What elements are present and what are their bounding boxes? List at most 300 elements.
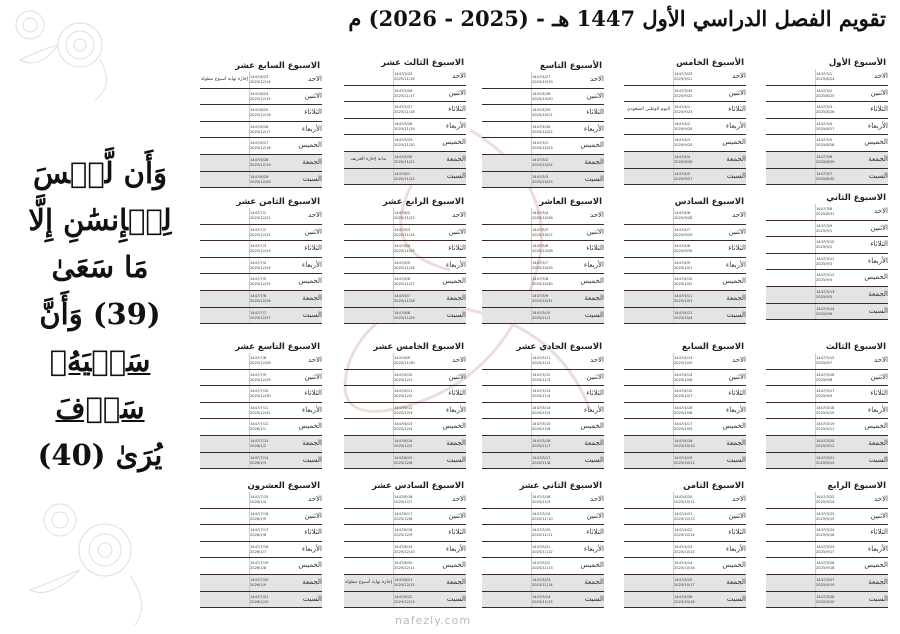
- gregorian-date: 2025/12/17: [250, 129, 271, 134]
- day-row: [766, 419, 888, 436]
- week-table: [624, 341, 746, 469]
- hijri-date: 1447/4/14: [674, 372, 693, 377]
- event-note: بداية إجازة الخريف: [350, 156, 387, 162]
- day-row: [624, 308, 746, 325]
- day-row: [482, 274, 604, 291]
- day-row: [766, 370, 888, 387]
- day-name: الأربعاء: [445, 121, 466, 130]
- week-table: [200, 341, 322, 469]
- date-cell: [673, 558, 712, 574]
- quran-verse: [0, 150, 200, 479]
- event-note: [766, 204, 815, 220]
- gregorian-date: 2025/10/25: [532, 179, 553, 184]
- hijri-date: 1447/4/19: [674, 455, 693, 460]
- gregorian-date: 2025/11/26: [394, 265, 415, 270]
- hijri-date: 1447/3/22: [816, 495, 835, 499]
- day-name: السبت: [446, 171, 466, 180]
- day-row: [624, 258, 746, 275]
- week-title: الاسبوع الثالث: [825, 342, 886, 352]
- day-name: الاحد: [874, 356, 888, 364]
- date-cell: [531, 509, 570, 525]
- event-note: [766, 152, 815, 168]
- event-note: [766, 304, 815, 320]
- day-name: السبت: [726, 455, 746, 464]
- hijri-date: 1447/4/21: [674, 511, 693, 516]
- gregorian-date: 2025/8/27: [816, 126, 835, 131]
- day-name: الأربعاء: [301, 544, 322, 553]
- hijri-date: 1447/6/5: [394, 260, 411, 265]
- hijri-date: 1447/7/6: [250, 293, 267, 298]
- day-row: [344, 241, 466, 258]
- day-name: الجمعة: [302, 577, 322, 586]
- date-cell: [815, 386, 854, 402]
- day-row: [482, 89, 604, 106]
- day-row: [200, 575, 322, 592]
- date-cell: [673, 86, 712, 102]
- day-name: السبت: [584, 455, 604, 464]
- day-name: الثلاثاء: [728, 105, 746, 114]
- day-name: الخميس: [722, 138, 746, 147]
- hijri-date: 1447/3/29: [674, 72, 693, 76]
- event-note: [624, 291, 673, 307]
- event-note: [344, 274, 393, 290]
- day-name: الأربعاء: [725, 121, 746, 130]
- gregorian-date: 2025/12/7: [394, 500, 413, 504]
- event-note: [200, 308, 249, 324]
- hijri-date: 1447/6/13: [394, 422, 413, 427]
- day-row: [482, 155, 604, 172]
- hijri-date: 1447/5/27: [394, 105, 413, 110]
- page-title: تقويم الفصل الدراسي الأول 1447 هـ - (2025 - 2026) م: [348, 6, 886, 31]
- event-note: [344, 258, 393, 274]
- gregorian-date: 2025/9/25: [674, 143, 693, 148]
- gregorian-date: 2025/9/2: [816, 245, 833, 250]
- gregorian-date: 2025/12/24: [250, 265, 271, 270]
- date-cell: [531, 122, 570, 138]
- date-cell: [249, 592, 288, 608]
- day-name: السبت: [726, 310, 746, 319]
- event-note: [482, 308, 531, 324]
- event-note: [344, 241, 393, 257]
- gregorian-date: 2025/10/17: [674, 582, 695, 587]
- week-table: [200, 480, 322, 608]
- event-note: [766, 86, 815, 102]
- hijri-date: 1447/7/2: [250, 227, 267, 232]
- hijri-date: 1447/6/17: [394, 511, 413, 516]
- event-note: [482, 370, 531, 386]
- event-note: [766, 254, 815, 270]
- day-name: الجمعة: [868, 154, 888, 163]
- day-name: الاثنين: [870, 372, 888, 381]
- day-row: [200, 525, 322, 542]
- date-cell: [673, 69, 712, 85]
- day-name: الخميس: [722, 561, 746, 570]
- day-name: الجمعة: [302, 157, 322, 166]
- gregorian-date: 2026/1/1: [250, 427, 267, 432]
- day-name: الخميس: [722, 422, 746, 431]
- event-note: [482, 241, 531, 257]
- hijri-date: 1447/5/28: [394, 121, 413, 126]
- gregorian-date: 2026/1/5: [250, 516, 267, 521]
- gregorian-date: 2025/9/3: [816, 261, 833, 266]
- day-row: [344, 102, 466, 119]
- day-row: [766, 69, 888, 86]
- day-name: الجمعة: [726, 438, 746, 447]
- event-note: [200, 592, 249, 608]
- gregorian-date: 2025/10/1: [674, 265, 693, 270]
- date-cell: [249, 558, 288, 574]
- gregorian-date: 2025/12/18: [250, 146, 271, 151]
- day-name: الخميس: [580, 422, 604, 431]
- event-note: [200, 291, 249, 307]
- hijri-date: 1447/6/26: [250, 124, 269, 129]
- watermark-text: nafezly.com: [395, 614, 472, 627]
- gregorian-date: 2025/9/27: [674, 176, 693, 181]
- hijri-date: 1447/4/15: [674, 389, 693, 394]
- event-note: إجازة نهاية أسبوع مطولة: [344, 579, 392, 585]
- day-name: الاثنين: [586, 91, 604, 100]
- hijri-date: 1447/6/27: [250, 141, 269, 146]
- event-note: [766, 353, 815, 369]
- gregorian-date: 2025/8/26: [816, 110, 835, 115]
- gregorian-date: 2025/8/29: [816, 159, 835, 164]
- date-cell: [673, 291, 712, 307]
- day-row: [624, 208, 746, 225]
- date-cell: [249, 172, 288, 188]
- day-row: [344, 258, 466, 275]
- day-row: [766, 86, 888, 103]
- event-note: [766, 270, 815, 286]
- day-row: [624, 592, 746, 609]
- event-note: [766, 287, 815, 303]
- gregorian-date: 2025/12/4: [394, 427, 413, 432]
- hijri-date: 1447/4/30: [532, 124, 551, 129]
- day-row: [200, 225, 322, 242]
- hijri-date: 1447/6/3: [394, 227, 411, 232]
- gregorian-date: 2025/10/4: [674, 315, 693, 320]
- date-cell: [531, 386, 570, 402]
- day-name: الأربعاء: [867, 405, 888, 414]
- date-cell: [531, 453, 570, 469]
- day-row: [344, 370, 466, 387]
- day-row: [624, 575, 746, 592]
- week-table: [482, 196, 604, 324]
- hijri-date: 1447/4/7: [674, 227, 691, 232]
- week-table: [344, 57, 466, 185]
- event-note: [200, 89, 249, 105]
- gregorian-date: 2025/8/31: [816, 212, 835, 216]
- day-row: [200, 138, 322, 155]
- gregorian-date: 2026/1/2: [250, 443, 267, 448]
- day-name: الجمعة: [446, 293, 466, 302]
- date-cell: [249, 122, 288, 138]
- gregorian-date: 2025/9/13: [816, 460, 835, 465]
- event-note: [766, 436, 815, 452]
- week-title: الاسبوع السابع عشر: [235, 61, 320, 71]
- event-note: [624, 542, 673, 558]
- week-table: [200, 196, 322, 324]
- day-row: [482, 386, 604, 403]
- hijri-date: 1447/3/11: [816, 256, 835, 261]
- day-name: الثلاثاء: [304, 389, 322, 398]
- day-name: السبت: [584, 174, 604, 183]
- day-name: السبت: [302, 594, 322, 603]
- week-table: [200, 60, 322, 188]
- gregorian-date: 2025/9/6: [816, 311, 833, 316]
- hijri-date: 1447/5/25: [394, 72, 413, 76]
- day-row: [344, 419, 466, 436]
- week-table: [344, 480, 466, 608]
- date-cell: [815, 287, 854, 303]
- day-name: الاحد: [874, 72, 888, 80]
- date-cell: [249, 138, 288, 154]
- hijri-date: 1447/7/16: [250, 511, 269, 516]
- hijri-date: 1447/4/17: [674, 422, 693, 427]
- date-cell: [249, 241, 288, 257]
- gregorian-date: 2026/1/3: [250, 460, 267, 465]
- day-name: الجمعة: [584, 438, 604, 447]
- day-row: [200, 436, 322, 453]
- gregorian-date: 2025/11/17: [394, 93, 415, 98]
- event-note: [766, 102, 815, 118]
- event-note: [624, 492, 673, 508]
- event-note: [766, 542, 815, 558]
- date-cell: [249, 72, 288, 88]
- event-note: [200, 241, 249, 257]
- event-note: [200, 274, 249, 290]
- date-cell: [673, 258, 712, 274]
- hijri-date: 1447/3/8: [816, 207, 833, 211]
- date-cell: [815, 492, 854, 508]
- day-name: الاثنين: [870, 88, 888, 97]
- date-cell: [249, 291, 288, 307]
- day-row: [766, 403, 888, 420]
- event-note: [344, 169, 393, 185]
- hijri-date: 1447/7/15: [250, 495, 269, 499]
- event-note: [624, 453, 673, 469]
- week-table: [344, 196, 466, 324]
- day-row: [766, 270, 888, 287]
- day-row: [482, 575, 604, 592]
- hijri-date: 1447/4/24: [674, 561, 693, 566]
- day-name: الثلاثاء: [870, 105, 888, 114]
- event-note: [200, 542, 249, 558]
- hijri-date: 1447/7/3: [250, 244, 267, 249]
- day-name: الخميس: [580, 141, 604, 150]
- date-cell: [815, 525, 854, 541]
- event-note: [482, 575, 531, 591]
- date-cell: [393, 274, 432, 290]
- day-name: الاحد: [732, 72, 746, 80]
- day-name: الاثنين: [586, 372, 604, 381]
- week-title: الاسبوع السادس: [674, 197, 744, 207]
- hijri-date: 1447/6/8: [394, 310, 411, 315]
- hijri-date: 1447/3/7: [816, 171, 833, 176]
- gregorian-date: 2025/10/9: [674, 427, 693, 432]
- week-title: الأسبوع الخامس: [676, 58, 744, 68]
- day-row: [344, 208, 466, 225]
- day-row: [482, 208, 604, 225]
- day-name: السبت: [446, 310, 466, 319]
- day-row: [766, 575, 888, 592]
- day-row: [200, 72, 322, 89]
- day-name: الاحد: [732, 211, 746, 219]
- event-note: [624, 258, 673, 274]
- date-cell: [249, 274, 288, 290]
- day-row: [344, 69, 466, 86]
- day-row: [200, 509, 322, 526]
- hijri-date: 1447/5/12: [532, 372, 551, 377]
- event-note: [482, 453, 531, 469]
- date-cell: [249, 353, 288, 369]
- week-title: الاسبوع الثاني عشر: [519, 481, 602, 491]
- hijri-date: 1447/5/14: [532, 405, 551, 410]
- hijri-date: 1447/3/2: [816, 88, 833, 93]
- date-cell: [249, 403, 288, 419]
- day-row: [344, 558, 466, 575]
- day-row: [624, 370, 746, 387]
- gregorian-date: 2025/11/29: [394, 315, 415, 320]
- hijri-date: 1447/3/16: [816, 372, 835, 377]
- day-row: [200, 274, 322, 291]
- day-row: [766, 353, 888, 370]
- event-note: [624, 86, 673, 102]
- hijri-date: 1447/7/19: [250, 561, 269, 566]
- hijri-date: 1447/5/6: [532, 244, 549, 249]
- event-note: [766, 135, 815, 151]
- day-name: الاثنين: [728, 227, 746, 236]
- day-name: الخميس: [864, 138, 888, 147]
- day-row: [482, 453, 604, 470]
- event-note: [482, 525, 531, 541]
- day-name: السبت: [302, 310, 322, 319]
- event-note: [482, 225, 531, 241]
- day-name: الخميس: [298, 561, 322, 570]
- event-note: [200, 436, 249, 452]
- hijri-date: 1447/3/26: [816, 561, 835, 566]
- hijri-date: 1447/4/18: [674, 438, 693, 443]
- date-cell: [673, 274, 712, 290]
- date-cell: [393, 353, 432, 369]
- day-name: الاثنين: [448, 511, 466, 520]
- gregorian-date: 2025/10/19: [532, 80, 553, 84]
- date-cell: [673, 492, 712, 508]
- day-name: الجمعة: [446, 438, 466, 447]
- day-row: [624, 152, 746, 169]
- hijri-date: 1447/5/1: [532, 141, 549, 146]
- date-cell: [249, 208, 288, 224]
- event-note: [624, 403, 673, 419]
- hijri-date: 1447/3/24: [816, 528, 835, 533]
- gregorian-date: 2025/9/23: [674, 110, 693, 115]
- day-name: الأربعاء: [301, 124, 322, 133]
- day-row: [766, 254, 888, 271]
- day-row: [624, 225, 746, 242]
- event-note: [482, 353, 531, 369]
- day-row: [766, 525, 888, 542]
- gregorian-date: 2025/9/19: [816, 582, 835, 587]
- day-row: [344, 86, 466, 103]
- date-cell: [393, 119, 432, 135]
- event-note: [200, 172, 249, 188]
- gregorian-date: 2025/12/27: [250, 315, 271, 320]
- date-cell: [673, 436, 712, 452]
- day-name: الاثنين: [586, 227, 604, 236]
- day-row: [482, 72, 604, 89]
- gregorian-date: 2025/9/12: [816, 443, 835, 448]
- date-cell: [673, 542, 712, 558]
- event-note: [344, 436, 393, 452]
- day-row: [344, 353, 466, 370]
- day-row: [766, 287, 888, 304]
- date-cell: [815, 370, 854, 386]
- gregorian-date: 2025/11/14: [532, 582, 553, 587]
- day-name: الاحد: [308, 75, 322, 83]
- event-note: [766, 119, 815, 135]
- gregorian-date: 2026/1/4: [250, 500, 267, 504]
- gregorian-date: 2025/11/18: [394, 110, 415, 115]
- date-cell: [531, 241, 570, 257]
- date-cell: [673, 453, 712, 469]
- day-name: الجمعة: [868, 577, 888, 586]
- hijri-date: 1447/6/19: [394, 544, 413, 549]
- gregorian-date: 2026/1/6: [250, 533, 267, 538]
- date-cell: [815, 419, 854, 435]
- date-cell: [393, 492, 432, 508]
- date-cell: [815, 453, 854, 469]
- day-row: [344, 291, 466, 308]
- week-title: الاسبوع السابع: [681, 342, 744, 352]
- date-cell: [393, 436, 432, 452]
- day-name: الخميس: [864, 422, 888, 431]
- date-cell: [249, 155, 288, 171]
- week-title: الاسبوع الثامن عشر: [236, 197, 320, 207]
- week-table: [482, 341, 604, 469]
- date-cell: [531, 258, 570, 274]
- day-row: [344, 274, 466, 291]
- date-cell: [815, 169, 854, 185]
- day-name: الأربعاء: [725, 260, 746, 269]
- event-note: [482, 172, 531, 188]
- event-note: [766, 419, 815, 435]
- day-row: [624, 386, 746, 403]
- event-note: [624, 575, 673, 591]
- hijri-date: 1447/5/4: [532, 211, 549, 215]
- day-name: الثلاثاء: [448, 105, 466, 114]
- hijri-date: 1447/4/2: [674, 121, 691, 126]
- date-cell: [249, 89, 288, 105]
- hijri-date: 1447/3/14: [816, 306, 835, 311]
- date-cell: [673, 353, 712, 369]
- hijri-date: 1447/6/7: [394, 293, 411, 298]
- day-name: الجمعة: [446, 154, 466, 163]
- date-cell: [249, 105, 288, 121]
- event-note: [200, 419, 249, 435]
- gregorian-date: 2025/12/12: [394, 582, 415, 587]
- hijri-date: 1447/6/18: [394, 528, 413, 533]
- date-cell: [815, 542, 854, 558]
- verse-line: (39) وَأَنَّ: [39, 297, 161, 331]
- date-cell: [249, 453, 288, 469]
- date-cell: [673, 225, 712, 241]
- day-row: [482, 291, 604, 308]
- week-title: الاسبوع الرابع: [827, 481, 886, 491]
- event-note: [766, 509, 815, 525]
- day-row: [344, 119, 466, 136]
- hijri-date: 1447/5/2: [532, 157, 549, 162]
- hijri-date: 1447/6/16: [394, 495, 413, 499]
- hijri-date: 1447/6/14: [394, 438, 413, 443]
